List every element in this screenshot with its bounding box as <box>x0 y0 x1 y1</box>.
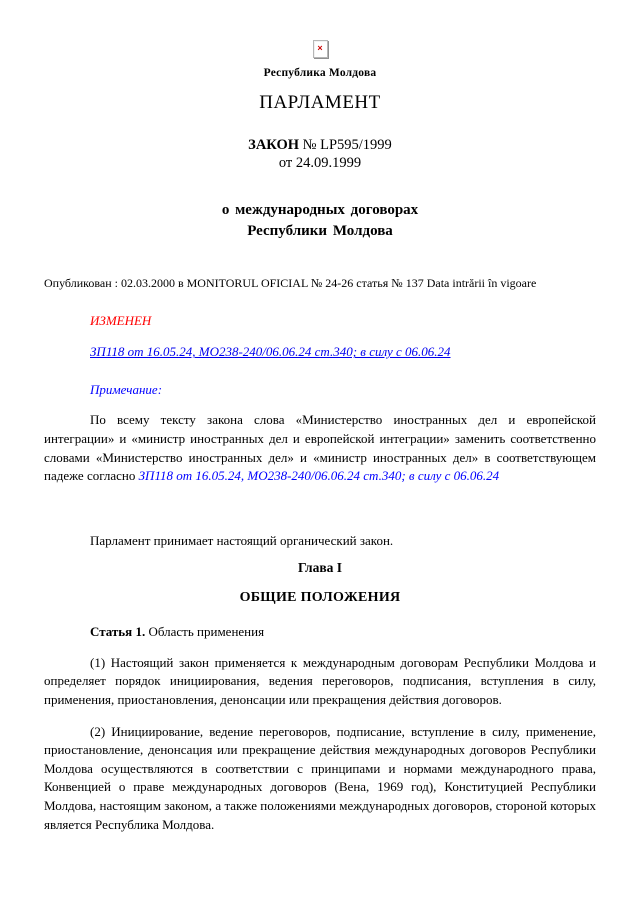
amendment-link[interactable]: ЗП118 от 16.05.24, МО238-240/06.06.24 ст.340; в силу с 06.06.24 <box>90 344 451 360</box>
article-heading <box>44 623 596 642</box>
law-label: ЗАКОН <box>248 137 300 154</box>
article-label: Статья 1. <box>90 624 146 640</box>
document-title <box>44 200 596 242</box>
law-number: № LP595/1999 <box>299 137 392 154</box>
institution-name: ПАРЛАМЕНТ <box>259 92 381 114</box>
emblem-image-container <box>44 40 596 58</box>
publication-line: Опубликован : 02.03.2000 в MONITORUL OFICIAL № 24-26 статья № 137 Data intrării în vigoare <box>44 276 537 291</box>
note-paragraph <box>44 411 596 485</box>
law-date: от 24.09.1999 <box>278 155 362 172</box>
amended-status-label: ИЗМЕНЕН <box>90 313 152 329</box>
law-number-line <box>44 136 596 154</box>
chapter-title-heading: ОБЩИЕ ПОЛОЖЕНИЯ <box>239 590 401 606</box>
broken-image-icon: × <box>313 40 328 58</box>
article-paragraph-2: (2) Инициирование, ведение переговоров, подписание, вступление в силу, применение, приостановление, денонсация или прекращение действия международных договоров Республики Молдова осуществляются в соответствии с принципами и нормами международного права, Конвенцией о праве международных договоров (Вена, 1969 год), Конституцией Республики Молдова, настоящим законом, а также положениями международных договоров, стороной которых является Республика Молдова. <box>44 723 596 832</box>
document-title-line2: Республики Молдова <box>247 223 393 240</box>
document-title-line1: о международных договорах <box>221 202 419 219</box>
article-paragraph-1: (1) Настоящий закон применяется к международным договорам Республики Молдова и определяет порядок инициирования, ведения переговоров, подписания, вступления в силу, применения, приостановления, денонсации или прекращения действия договоров. <box>44 654 596 708</box>
note-text: По всему тексту закона слова «Министерство иностранных дел и европейской интеграции» и «министр иностранных дел и европейской интеграции» заменить соответственно словами «Министерство иностранных дел» и «министр иностранных дел» в соответствующем падеже согласно <box>44 412 596 484</box>
note-amendment-link[interactable]: ЗП118 от 16.05.24, МО238-240/06.06.24 ст.340; в силу с 06.06.24 <box>138 468 500 484</box>
country-name: Республика Молдова <box>263 67 377 80</box>
chapter-heading: Глава I <box>297 560 343 576</box>
article-title: Область применения <box>145 624 265 640</box>
intro-paragraph: Парламент принимает настоящий органический закон. <box>90 532 394 548</box>
note-label: Примечание: <box>90 382 163 398</box>
